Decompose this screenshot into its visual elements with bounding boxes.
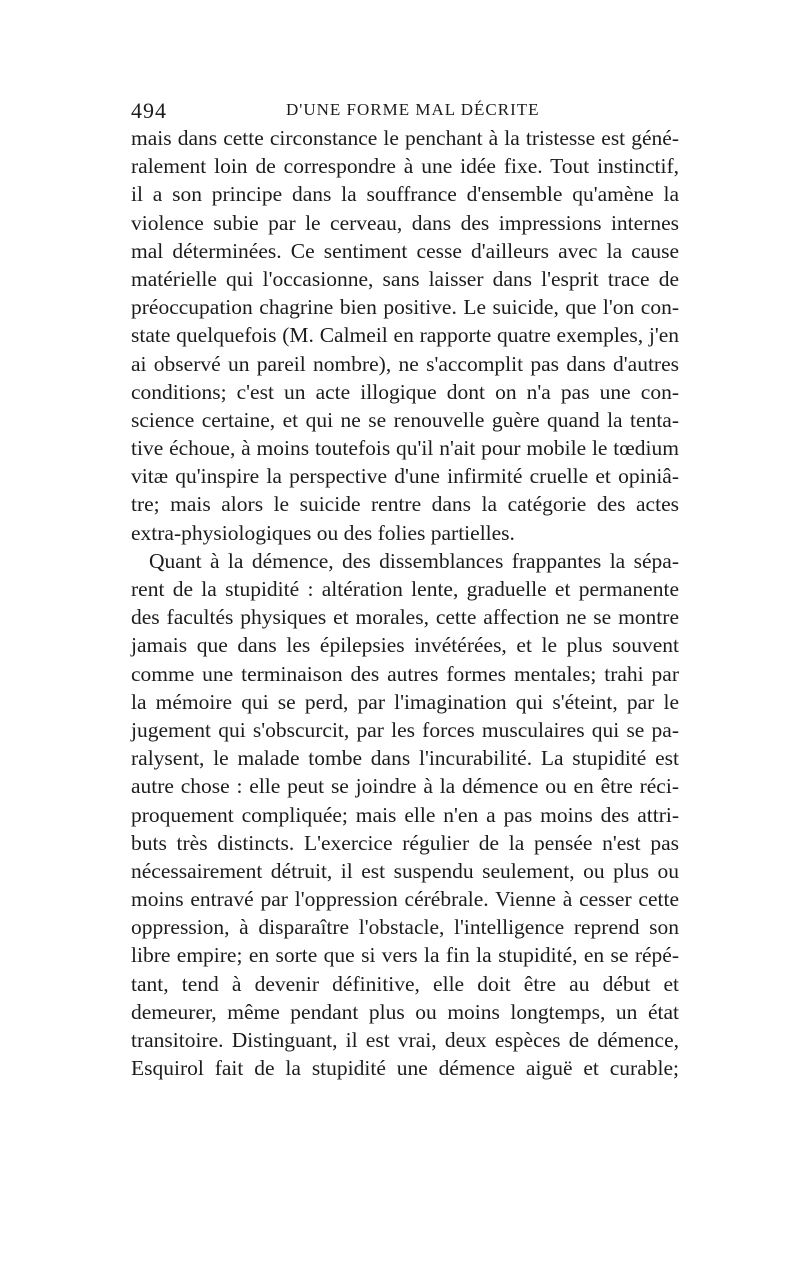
text-line: proquement compliquée; mais elle n'en a pas moins des attri-: [131, 802, 679, 827]
running-title: D'UNE FORME MAL DÉCRITE: [286, 100, 540, 119]
text-line: extra-physiologiques ou des folies partielles.: [131, 520, 515, 545]
text-line: Esquirol fait de la stupidité une démence aiguë et curable;: [131, 1056, 679, 1081]
text-line: la mémoire qui se perd, par l'imagination qui s'éteint, par le: [131, 689, 679, 714]
text-line: mal déterminées. Ce sentiment cesse d'ailleurs avec la cause: [131, 238, 679, 263]
text-line: préoccupation chagrine bien positive. Le suicide, que l'on con-: [131, 295, 679, 320]
body-text: [131, 124, 679, 1082]
text-line: ralysent, le malade tombe dans l'incurabilité. La stupidité est: [131, 746, 679, 771]
text-line: tre; mais alors le suicide rentre dans la catégorie des actes: [131, 492, 679, 517]
text-line: tant, tend à devenir définitive, elle doit être au début et: [131, 971, 679, 996]
paragraph: [131, 124, 679, 547]
text-line: Quant à la démence, des dissemblances frappantes la sépa-: [149, 548, 679, 573]
page-header: [131, 98, 679, 124]
text-line: comme une terminaison des autres formes mentales; trahi par: [131, 661, 679, 686]
text-line: matérielle qui l'occasionne, sans laisser dans l'esprit trace de: [131, 266, 679, 291]
text-line: des facultés physiques et morales, cette affection ne se montre: [131, 605, 679, 630]
text-line: jamais que dans les épilepsies invétérées, et le plus souvent: [131, 633, 679, 658]
text-line: rent de la stupidité : altération lente, graduelle et permanente: [131, 577, 679, 601]
text-line: science certaine, et qui ne se renouvelle guère quand la tenta-: [131, 407, 679, 432]
text-line: libre empire; en sorte que si vers la fin la stupidité, en se répé-: [131, 943, 679, 968]
text-line: conditions; c'est un acte illogique dont on n'a pas une con-: [131, 379, 679, 404]
text-line: il a son principe dans la souffrance d'ensemble qu'amène la: [131, 182, 679, 207]
text-line: moins entravé par l'oppression cérébrale. Vienne à cesser cette: [131, 887, 679, 912]
text-line: oppression, à disparaître l'obstacle, l'intelligence reprend son: [131, 915, 679, 940]
paragraph: [131, 547, 679, 1083]
text-line: ai observé un pareil nombre), ne s'accomplit pas dans d'autres: [131, 351, 679, 376]
text-line: nécessairement détruit, il est suspendu seulement, ou plus ou: [131, 858, 679, 883]
text-line: tive échoue, à moins toutefois qu'il n'ait pour mobile le tœdium: [131, 436, 679, 461]
text-line: buts très distincts. L'exercice régulier de la pensée n'est pas: [131, 830, 679, 855]
text-line: violence subie par le cerveau, dans des impressions internes: [131, 210, 679, 235]
text-line: ralement loin de correspondre à une idée fixe. Tout instinctif,: [131, 154, 679, 179]
page-number: 494: [131, 98, 167, 123]
text-line: jugement qui s'obscurcit, par les forces musculaires qui se pa-: [131, 717, 679, 742]
text-line: state quelquefois (M. Calmeil en rapporte quatre exemples, j'en: [131, 323, 679, 348]
text-line: demeurer, même pendant plus ou moins longtemps, un état: [131, 999, 679, 1024]
text-line: transitoire. Distinguant, il est vrai, deux espèces de démence,: [131, 1028, 679, 1052]
text-line: mais dans cette circonstance le penchant à la tristesse est géné-: [131, 126, 679, 150]
text-line: autre chose : elle peut se joindre à la démence ou en être réci-: [131, 774, 679, 799]
text-line: vitæ qu'inspire la perspective d'une infirmité cruelle et opiniâ-: [131, 464, 679, 489]
